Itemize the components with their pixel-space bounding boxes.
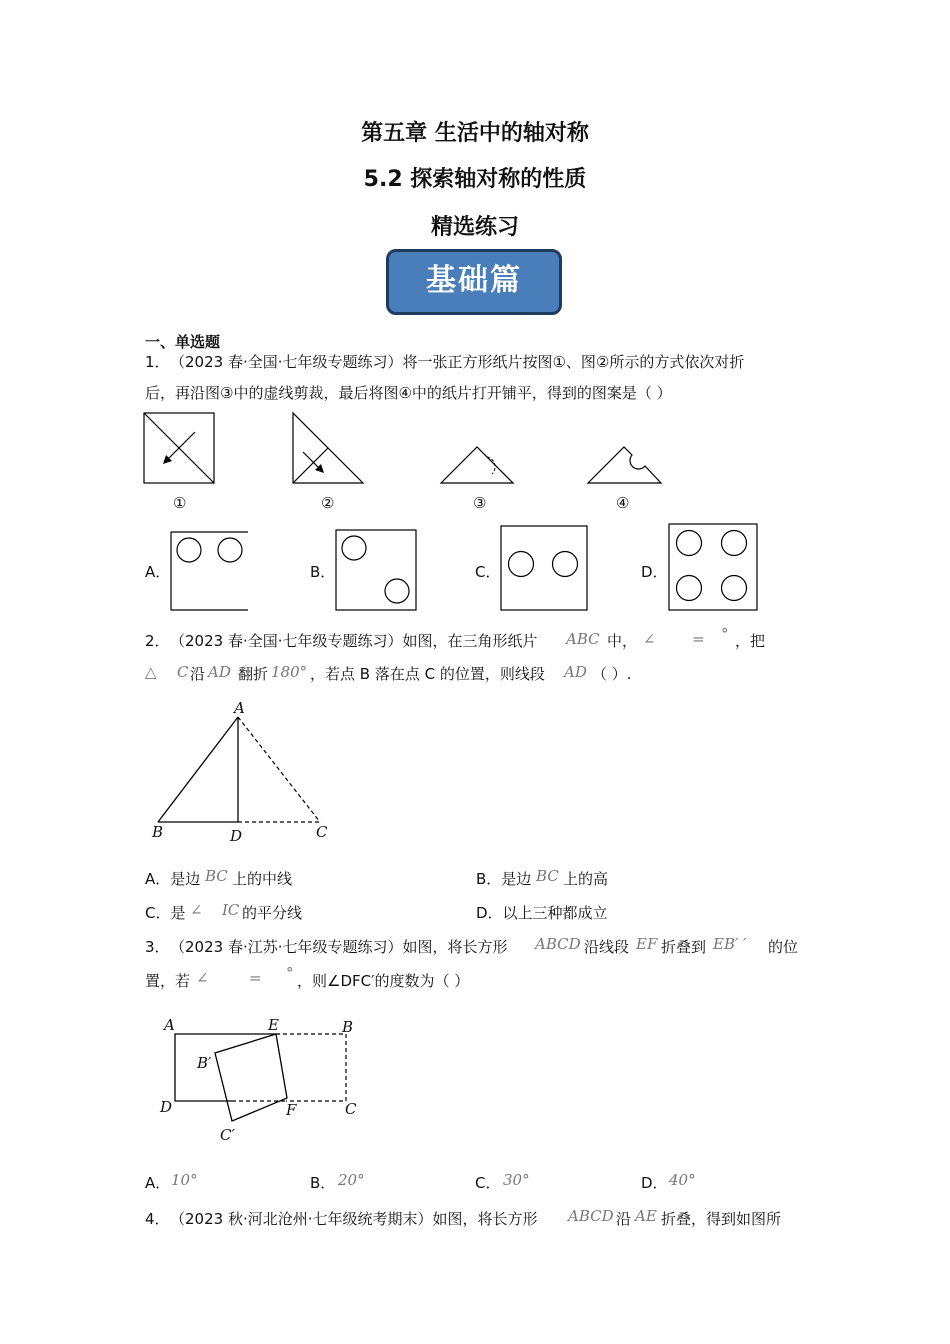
q3-option-c[interactable]: C．	[475, 1174, 501, 1192]
q2-number: 2．	[145, 632, 170, 650]
q3-point-d: D	[160, 1098, 173, 1116]
q1-fig2-triangle-fold	[291, 412, 365, 484]
q4-along: 沿	[616, 1210, 632, 1228]
q1-option-a-figure[interactable]	[170, 531, 250, 611]
q2-equals: =	[692, 630, 705, 648]
q3-line1d: 的位	[768, 938, 799, 956]
q2-ad: AD	[208, 663, 231, 681]
q3-option-b[interactable]: B．	[310, 1174, 336, 1192]
q1-fig1-square-fold	[143, 412, 215, 484]
q2-angle-symbol: ∠	[643, 630, 656, 648]
q3-ef: EF	[636, 935, 658, 953]
q2-c-fragment: C	[177, 663, 189, 681]
q2-flip: 翻折	[238, 665, 269, 683]
q2-option-c-fragment: IC	[222, 901, 240, 919]
q2-ad2: AD	[564, 663, 587, 681]
q3-option-a[interactable]: A．	[145, 1174, 171, 1192]
section-title: 5.2 探索轴对称的性质	[363, 167, 587, 192]
q1-fig2-label: ②	[321, 494, 335, 512]
level-badge: 基础篇	[386, 249, 562, 315]
q2-point-c: C	[316, 823, 328, 841]
q1-fig4-cut-shape	[587, 444, 663, 484]
q3-point-e: E	[268, 1016, 279, 1034]
part-heading: 一、单选题	[145, 333, 221, 351]
q1-fig4-label: ④	[616, 494, 630, 512]
q2-along: 沿	[190, 665, 206, 683]
q3-point-f: F	[286, 1101, 297, 1119]
q2-option-b-tail: 上的高	[563, 870, 609, 888]
q3-option-c-value: 30°	[503, 1171, 530, 1189]
q1-option-d-label[interactable]: D．	[641, 563, 668, 581]
q2-option-b[interactable]: B．是边	[476, 870, 532, 888]
q1-option-b-figure[interactable]	[335, 529, 417, 611]
q3-option-a-value: 10°	[171, 1171, 198, 1189]
q2-point-d: D	[230, 827, 243, 845]
q3-eb: EB′ ′	[713, 935, 747, 953]
q2-option-c[interactable]: C．是	[145, 904, 186, 922]
q3-equals: =	[249, 969, 262, 987]
chapter-title: 第五章 生活中的轴对称	[361, 121, 589, 146]
q1-number: 1．	[145, 353, 170, 371]
q3-line2a: 置，若	[145, 972, 191, 990]
q1-line1: （2023 春·全国·七年级专题练习）将一张正方形纸片按图①、图②所示的方式依次对折	[170, 353, 745, 371]
q3-option-d-value: 40°	[669, 1171, 696, 1189]
q4-line1b: 折叠，得到如图所	[661, 1210, 782, 1228]
q2-option-a-bc: BC	[205, 867, 228, 885]
q2-180: 180°	[271, 663, 308, 681]
q2-abc: ABC	[566, 630, 600, 648]
q3-rectangle-fold-figure	[150, 1015, 370, 1150]
q2-option-d[interactable]: D．以上三种都成立	[476, 904, 608, 922]
q2-degree: °	[721, 625, 729, 643]
q4-line1a: （2023 秋·河北沧州·七年级统考期末）如图，将长方形	[170, 1210, 538, 1228]
q1-option-d-figure[interactable]	[668, 523, 758, 611]
q2-line1a: （2023 春·全国·七年级专题练习）如图，在三角形纸片	[170, 632, 538, 650]
q1-line2: 后，再沿图③中的虚线剪裁，最后将图④中的纸片打开铺平，得到的图案是（ ）	[145, 384, 672, 402]
q2-line2c: （ ）.	[592, 665, 632, 683]
q2-option-a[interactable]: A．是边	[145, 870, 201, 888]
q3-line1c: 折叠到	[661, 938, 707, 956]
q3-abcd: ABCD	[535, 935, 581, 953]
q2-option-a-tail: 上的中线	[232, 870, 293, 888]
subtitle: 精选练习	[430, 215, 519, 240]
q1-option-a-label[interactable]: A．	[145, 563, 171, 581]
q1-option-b-label[interactable]: B．	[310, 563, 336, 581]
q3-degree: °	[286, 964, 294, 982]
q1-option-c-label[interactable]: C．	[475, 563, 501, 581]
q3-option-b-value: 20°	[338, 1171, 365, 1189]
q2-point-b: B	[152, 823, 164, 841]
q3-point-a: A	[164, 1016, 175, 1034]
q3-line1b: 沿线段	[584, 938, 630, 956]
q3-number: 3．	[145, 938, 170, 956]
q1-fig1-label: ①	[173, 494, 187, 512]
q1-option-c-figure[interactable]	[500, 525, 588, 611]
q3-line1a: （2023 春·江苏·七年级专题练习）如图，将长方形	[170, 938, 508, 956]
q3-line2b: ，则∠DFC′的度数为（ ）	[297, 972, 470, 990]
q2-triangle-figure	[148, 698, 338, 848]
q2-point-a: A	[234, 699, 245, 717]
q1-fig3-cut-line	[440, 444, 514, 484]
q3-point-c: C	[345, 1100, 357, 1118]
q3-point-b: B	[342, 1018, 354, 1036]
q3-point-c-prime: C′	[220, 1126, 235, 1144]
q2-option-b-bc: BC	[536, 867, 559, 885]
q4-ae: AE	[635, 1207, 657, 1225]
q2-option-c-tail: 的平分线	[242, 904, 303, 922]
q3-option-d[interactable]: D．	[641, 1174, 668, 1192]
q3-angle-symbol: ∠	[196, 969, 209, 987]
q2-option-c-angle: ∠	[190, 901, 203, 919]
q4-abcd: ABCD	[568, 1207, 614, 1225]
q2-line1b: 中，	[607, 632, 638, 650]
q2-line1c: ，把	[735, 632, 766, 650]
q2-line2b: ，若点 B 落在点 C 的位置，则线段	[310, 665, 545, 683]
q4-number: 4．	[145, 1210, 170, 1228]
q2-triangle-symbol: △	[145, 663, 157, 681]
q3-point-b-prime: B′	[197, 1054, 212, 1072]
q1-fig3-label: ③	[473, 494, 487, 512]
